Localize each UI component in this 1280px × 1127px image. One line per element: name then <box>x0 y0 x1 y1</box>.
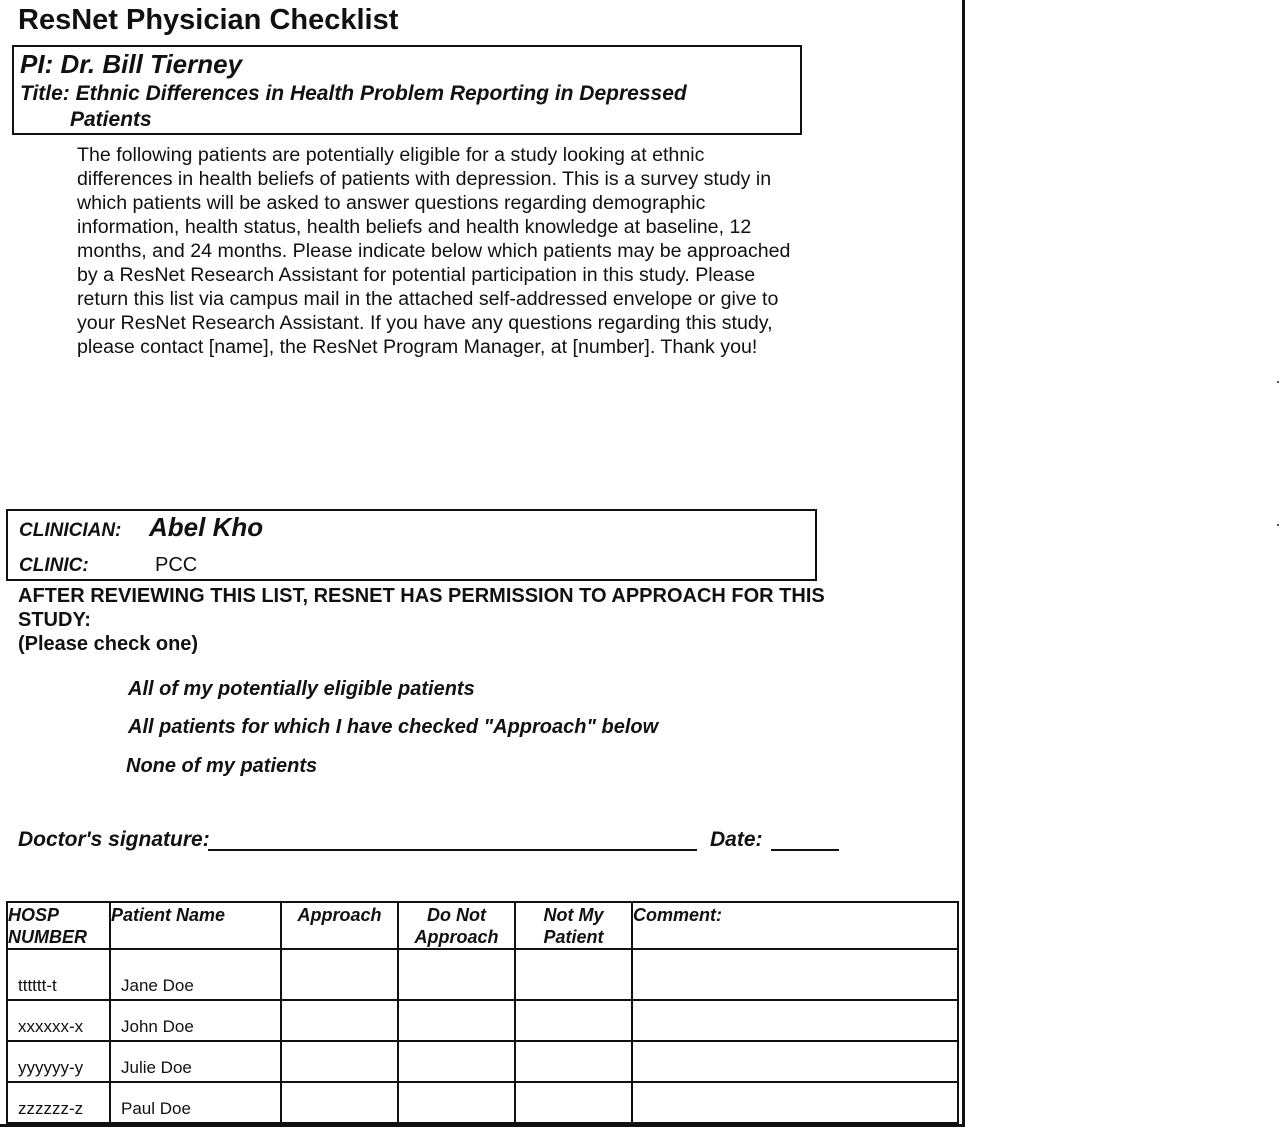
clinic-label: CLINIC: <box>19 555 89 576</box>
table-header-row <box>7 902 958 949</box>
scan-mark <box>1277 381 1279 383</box>
hosp-number-cell: xxxxxx-x <box>7 1000 110 1041</box>
document-title: ResNet Physician Checklist <box>18 4 399 36</box>
study-info-box <box>12 45 802 135</box>
study-title-line-2: Patients <box>70 108 152 131</box>
table-row <box>7 949 958 1000</box>
table-row <box>7 1082 958 1123</box>
header-approach: Approach <box>281 902 398 949</box>
hosp-number-cell: tttttt-t <box>7 949 110 1000</box>
table-row <box>7 1041 958 1082</box>
permission-section <box>18 584 838 656</box>
patient-name-cell: Jane Doe <box>110 949 281 1000</box>
option-none[interactable]: None of my patients <box>126 755 318 777</box>
clinic-value: PCC <box>155 554 198 576</box>
approach-cell[interactable] <box>281 949 398 1000</box>
table-row <box>7 1000 958 1041</box>
comment-cell[interactable] <box>632 949 958 1000</box>
comment-cell[interactable] <box>632 1000 958 1041</box>
signature-line[interactable] <box>208 849 697 851</box>
comment-cell[interactable] <box>632 1082 958 1123</box>
patient-name-cell: Julie Doe <box>110 1041 281 1082</box>
not-my-patient-cell[interactable] <box>515 1082 632 1123</box>
do-not-approach-cell[interactable] <box>398 1041 515 1082</box>
clinician-name: Abel Kho <box>149 512 264 542</box>
patient-table <box>6 901 959 1124</box>
header-hosp-line-1: HOSP <box>8 905 60 925</box>
hosp-number-cell: zzzzzz-z <box>7 1082 110 1123</box>
header-not-my-line-2: Patient <box>543 927 604 947</box>
header-not-my-patient <box>515 902 632 949</box>
do-not-approach-cell[interactable] <box>398 1082 515 1123</box>
scan-mark <box>1277 524 1279 526</box>
header-hosp-line-2: NUMBER <box>8 927 87 947</box>
header-hosp-number <box>7 902 110 949</box>
hosp-number-cell: yyyyyy-y <box>7 1041 110 1082</box>
not-my-patient-cell[interactable] <box>515 949 632 1000</box>
header-not-my-line-1: Not My <box>543 905 604 925</box>
header-comment: Comment: <box>632 902 958 949</box>
header-patient-name: Patient Name <box>110 902 281 949</box>
study-title <box>20 81 780 133</box>
clinician-label: CLINICIAN: <box>19 520 122 541</box>
intro-paragraph: The following patients are potentially eligible for a study looking at ethnic differences in health beliefs of patients with depression. This is a survey study in which patients will be asked to answer questions regarding demographic information, health status, health beliefs and health knowledge at baseline, 12 months, and 24 months. Please indicate below which patients may be approached by a ResNet Research Assistant for potential participation in this study. Please return this list via campus mail in the attached self-addressed envelope or give to your ResNet Research Assistant. If you have any questions regarding this study, please contact [name], the ResNet Program Manager, at [number]. Thank you! <box>77 144 791 358</box>
approach-cell[interactable] <box>281 1000 398 1041</box>
do-not-approach-cell[interactable] <box>398 949 515 1000</box>
comment-cell[interactable] <box>632 1041 958 1082</box>
clinician-box <box>6 509 817 581</box>
header-do-not-line-1: Do Not <box>427 905 486 925</box>
permission-instruction: (Please check one) <box>18 633 199 655</box>
patient-name-cell: Paul Doe <box>110 1082 281 1123</box>
not-my-patient-cell[interactable] <box>515 1000 632 1041</box>
patient-name-cell: John Doe <box>110 1000 281 1041</box>
approach-cell[interactable] <box>281 1082 398 1123</box>
header-do-not-line-2: Approach <box>414 927 499 947</box>
date-line[interactable] <box>771 849 839 851</box>
principal-investigator: PI: Dr. Bill Tierney <box>20 49 243 79</box>
date-label: Date: <box>710 828 763 851</box>
not-my-patient-cell[interactable] <box>515 1041 632 1082</box>
option-checked-approach[interactable]: All patients for which I have checked "Approach" below <box>128 716 659 738</box>
permission-heading: AFTER REVIEWING THIS LIST, RESNET HAS PERMISSION TO APPROACH FOR THIS STUDY: <box>18 585 825 631</box>
approach-cell[interactable] <box>281 1041 398 1082</box>
do-not-approach-cell[interactable] <box>398 1000 515 1041</box>
option-all-eligible[interactable]: All of my potentially eligible patients <box>128 678 475 700</box>
study-title-line-1: Title: Ethnic Differences in Health Problem Reporting in Depressed <box>20 82 687 105</box>
signature-label: Doctor's signature: <box>18 828 210 851</box>
header-do-not-approach <box>398 902 515 949</box>
